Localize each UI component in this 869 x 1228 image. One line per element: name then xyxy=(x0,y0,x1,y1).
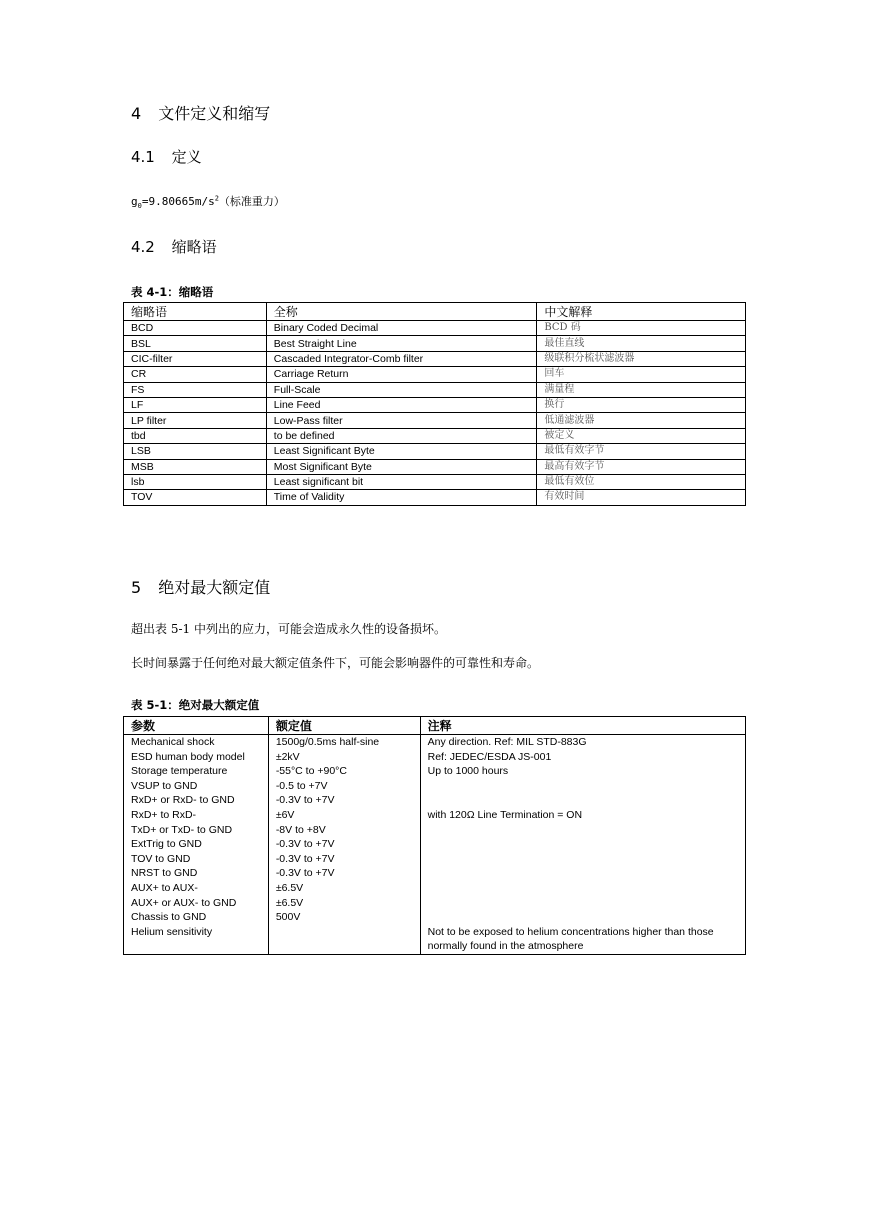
table-cell xyxy=(124,939,269,954)
table-cell: LF xyxy=(124,397,267,412)
column-header: 注释 xyxy=(420,717,745,735)
table-cell: BCD xyxy=(124,321,267,336)
table-cell xyxy=(420,881,745,896)
table-cell: TOV xyxy=(124,490,267,505)
table-cell xyxy=(420,852,745,867)
table-cell: Mechanical shock xyxy=(124,735,269,750)
table-cell: RxD+ or RxD- to GND xyxy=(124,793,269,808)
table-cell: 最高有效字节 xyxy=(537,459,746,474)
table-row xyxy=(124,444,746,459)
table-cell xyxy=(420,823,745,838)
column-header: 缩略语 xyxy=(124,303,267,321)
section-4-1-heading xyxy=(131,146,202,167)
table-cell: MSB xyxy=(124,459,267,474)
table-cell: 1500g/0.5ms half-sine xyxy=(268,735,420,750)
section-title: 文件定义和缩写 xyxy=(158,104,271,123)
table-row xyxy=(124,413,746,428)
table-row xyxy=(124,351,746,366)
table-cell xyxy=(420,910,745,925)
table-cell: 最低有效字节 xyxy=(537,444,746,459)
section-5-heading xyxy=(131,575,270,598)
section-title: 绝对最大额定值 xyxy=(158,578,271,597)
table-cell: ±6V xyxy=(268,808,420,823)
table-row xyxy=(124,939,746,954)
table-row xyxy=(124,881,746,896)
section-title: 定义 xyxy=(171,148,202,166)
table-cell: tbd xyxy=(124,428,267,443)
table-cell: BCD 码 xyxy=(537,321,746,336)
table-cell: ExtTrig to GND xyxy=(124,837,269,852)
table-cell: LSB xyxy=(124,444,267,459)
formula-subscript: 0 xyxy=(137,202,142,211)
table-row xyxy=(124,779,746,794)
table-4-1-caption: 表 4-1：缩略语 xyxy=(131,285,214,299)
table-cell: ESD human body model xyxy=(124,750,269,765)
table-row xyxy=(124,808,746,823)
table-cell: Any direction. Ref: MIL STD-883G xyxy=(420,735,745,750)
section-number: 5 xyxy=(131,578,142,597)
table-cell: BSL xyxy=(124,336,267,351)
table-cell: ±6.5V xyxy=(268,896,420,911)
formula-symbol: g xyxy=(131,195,138,208)
section-4-heading xyxy=(131,101,270,124)
column-header: 额定值 xyxy=(268,717,420,735)
table-cell: Time of Validity xyxy=(266,490,537,505)
table-cell: 换行 xyxy=(537,397,746,412)
section-title: 缩略语 xyxy=(171,238,217,256)
table-row xyxy=(124,837,746,852)
table-header-row xyxy=(124,303,746,321)
section-4-2-heading xyxy=(131,236,217,257)
table-header-row xyxy=(124,717,746,735)
table-cell: Least Significant Byte xyxy=(266,444,537,459)
table-cell: normally found in the atmosphere xyxy=(420,939,745,954)
table-row xyxy=(124,367,746,382)
table-cell: lsb xyxy=(124,474,267,489)
table-cell: Line Feed xyxy=(266,397,537,412)
table-row xyxy=(124,397,746,412)
absolute-max-ratings-table xyxy=(123,716,746,955)
table-cell: 级联积分梳状滤波器 xyxy=(537,351,746,366)
abbreviations-table xyxy=(123,302,746,506)
table-cell: Storage temperature xyxy=(124,764,269,779)
table-row xyxy=(124,852,746,867)
table-cell: Helium sensitivity xyxy=(124,925,269,940)
section-number: 4.2 xyxy=(131,238,155,256)
table-cell: 被定义 xyxy=(537,428,746,443)
table-cell: TOV to GND xyxy=(124,852,269,867)
table-cell: -0.5 to +7V xyxy=(268,779,420,794)
table-cell xyxy=(268,925,420,940)
table-row xyxy=(124,866,746,881)
table-row xyxy=(124,428,746,443)
paragraph: 长时间暴露于任何绝对最大额定值条件下，可能会影响器件的可靠性和寿命。 xyxy=(131,656,540,670)
table-row xyxy=(124,336,746,351)
table-cell: 最佳直线 xyxy=(537,336,746,351)
table-cell: AUX+ or AUX- to GND xyxy=(124,896,269,911)
table-cell: -8V to +8V xyxy=(268,823,420,838)
table-cell: Carriage Return xyxy=(266,367,537,382)
paragraph: 超出表 5-1 中列出的应力，可能会造成永久性的设备损坏。 xyxy=(131,622,446,636)
table-cell: Cascaded Integrator-Comb filter xyxy=(266,351,537,366)
table-cell: 满量程 xyxy=(537,382,746,397)
table-cell: Chassis to GND xyxy=(124,910,269,925)
table-cell: LP filter xyxy=(124,413,267,428)
table-cell: -0.3V to +7V xyxy=(268,837,420,852)
table-cell: AUX+ to AUX- xyxy=(124,881,269,896)
table-row xyxy=(124,925,746,940)
table-cell: 低通滤波器 xyxy=(537,413,746,428)
gravity-definition xyxy=(131,193,285,210)
table-cell: NRST to GND xyxy=(124,866,269,881)
column-header: 参数 xyxy=(124,717,269,735)
table-cell: FS xyxy=(124,382,267,397)
table-cell: with 120Ω Line Termination = ON xyxy=(420,808,745,823)
table-cell xyxy=(420,896,745,911)
table-cell: -0.3V to +7V xyxy=(268,793,420,808)
table-cell xyxy=(420,779,745,794)
table-cell: CR xyxy=(124,367,267,382)
section-number: 4 xyxy=(131,104,142,123)
table-row xyxy=(124,823,746,838)
table-row xyxy=(124,896,746,911)
table-cell: 500V xyxy=(268,910,420,925)
table-cell: Low-Pass filter xyxy=(266,413,537,428)
table-cell xyxy=(268,939,420,954)
table-cell: Most Significant Byte xyxy=(266,459,537,474)
column-header: 全称 xyxy=(266,303,537,321)
table-row xyxy=(124,474,746,489)
table-cell: -0.3V to +7V xyxy=(268,852,420,867)
formula-superscript: 2 xyxy=(214,194,219,203)
table-cell: VSUP to GND xyxy=(124,779,269,794)
formula-text: =9.80665m/s xyxy=(141,195,215,208)
table-row xyxy=(124,793,746,808)
table-row xyxy=(124,910,746,925)
table-row xyxy=(124,764,746,779)
table-cell: CIC-filter xyxy=(124,351,267,366)
formula-note: （标准重力） xyxy=(218,195,285,208)
table-cell xyxy=(420,837,745,852)
table-row xyxy=(124,490,746,505)
table-cell xyxy=(420,793,745,808)
table-cell: ±6.5V xyxy=(268,881,420,896)
table-row xyxy=(124,750,746,765)
table-cell: Not to be exposed to helium concentrations higher than those xyxy=(420,925,745,940)
table-cell: Binary Coded Decimal xyxy=(266,321,537,336)
table-row xyxy=(124,382,746,397)
table-row xyxy=(124,321,746,336)
table-5-1-caption: 表 5-1：绝对最大额定值 xyxy=(131,698,260,712)
table-cell: Best Straight Line xyxy=(266,336,537,351)
table-cell: -55°C to +90°C xyxy=(268,764,420,779)
table-cell: TxD+ or TxD- to GND xyxy=(124,823,269,838)
section-number: 4.1 xyxy=(131,148,155,166)
table-cell: ±2kV xyxy=(268,750,420,765)
table-cell: 最低有效位 xyxy=(537,474,746,489)
column-header: 中文解释 xyxy=(537,303,746,321)
table-cell: Least significant bit xyxy=(266,474,537,489)
table-cell: RxD+ to RxD- xyxy=(124,808,269,823)
table-cell: Up to 1000 hours xyxy=(420,764,745,779)
table-row xyxy=(124,459,746,474)
table-cell xyxy=(420,866,745,881)
table-cell: Ref: JEDEC/ESDA JS-001 xyxy=(420,750,745,765)
table-row xyxy=(124,735,746,750)
table-cell: -0.3V to +7V xyxy=(268,866,420,881)
table-cell: Full-Scale xyxy=(266,382,537,397)
table-cell: 有效时间 xyxy=(537,490,746,505)
table-cell: 回车 xyxy=(537,367,746,382)
table-cell: to be defined xyxy=(266,428,537,443)
